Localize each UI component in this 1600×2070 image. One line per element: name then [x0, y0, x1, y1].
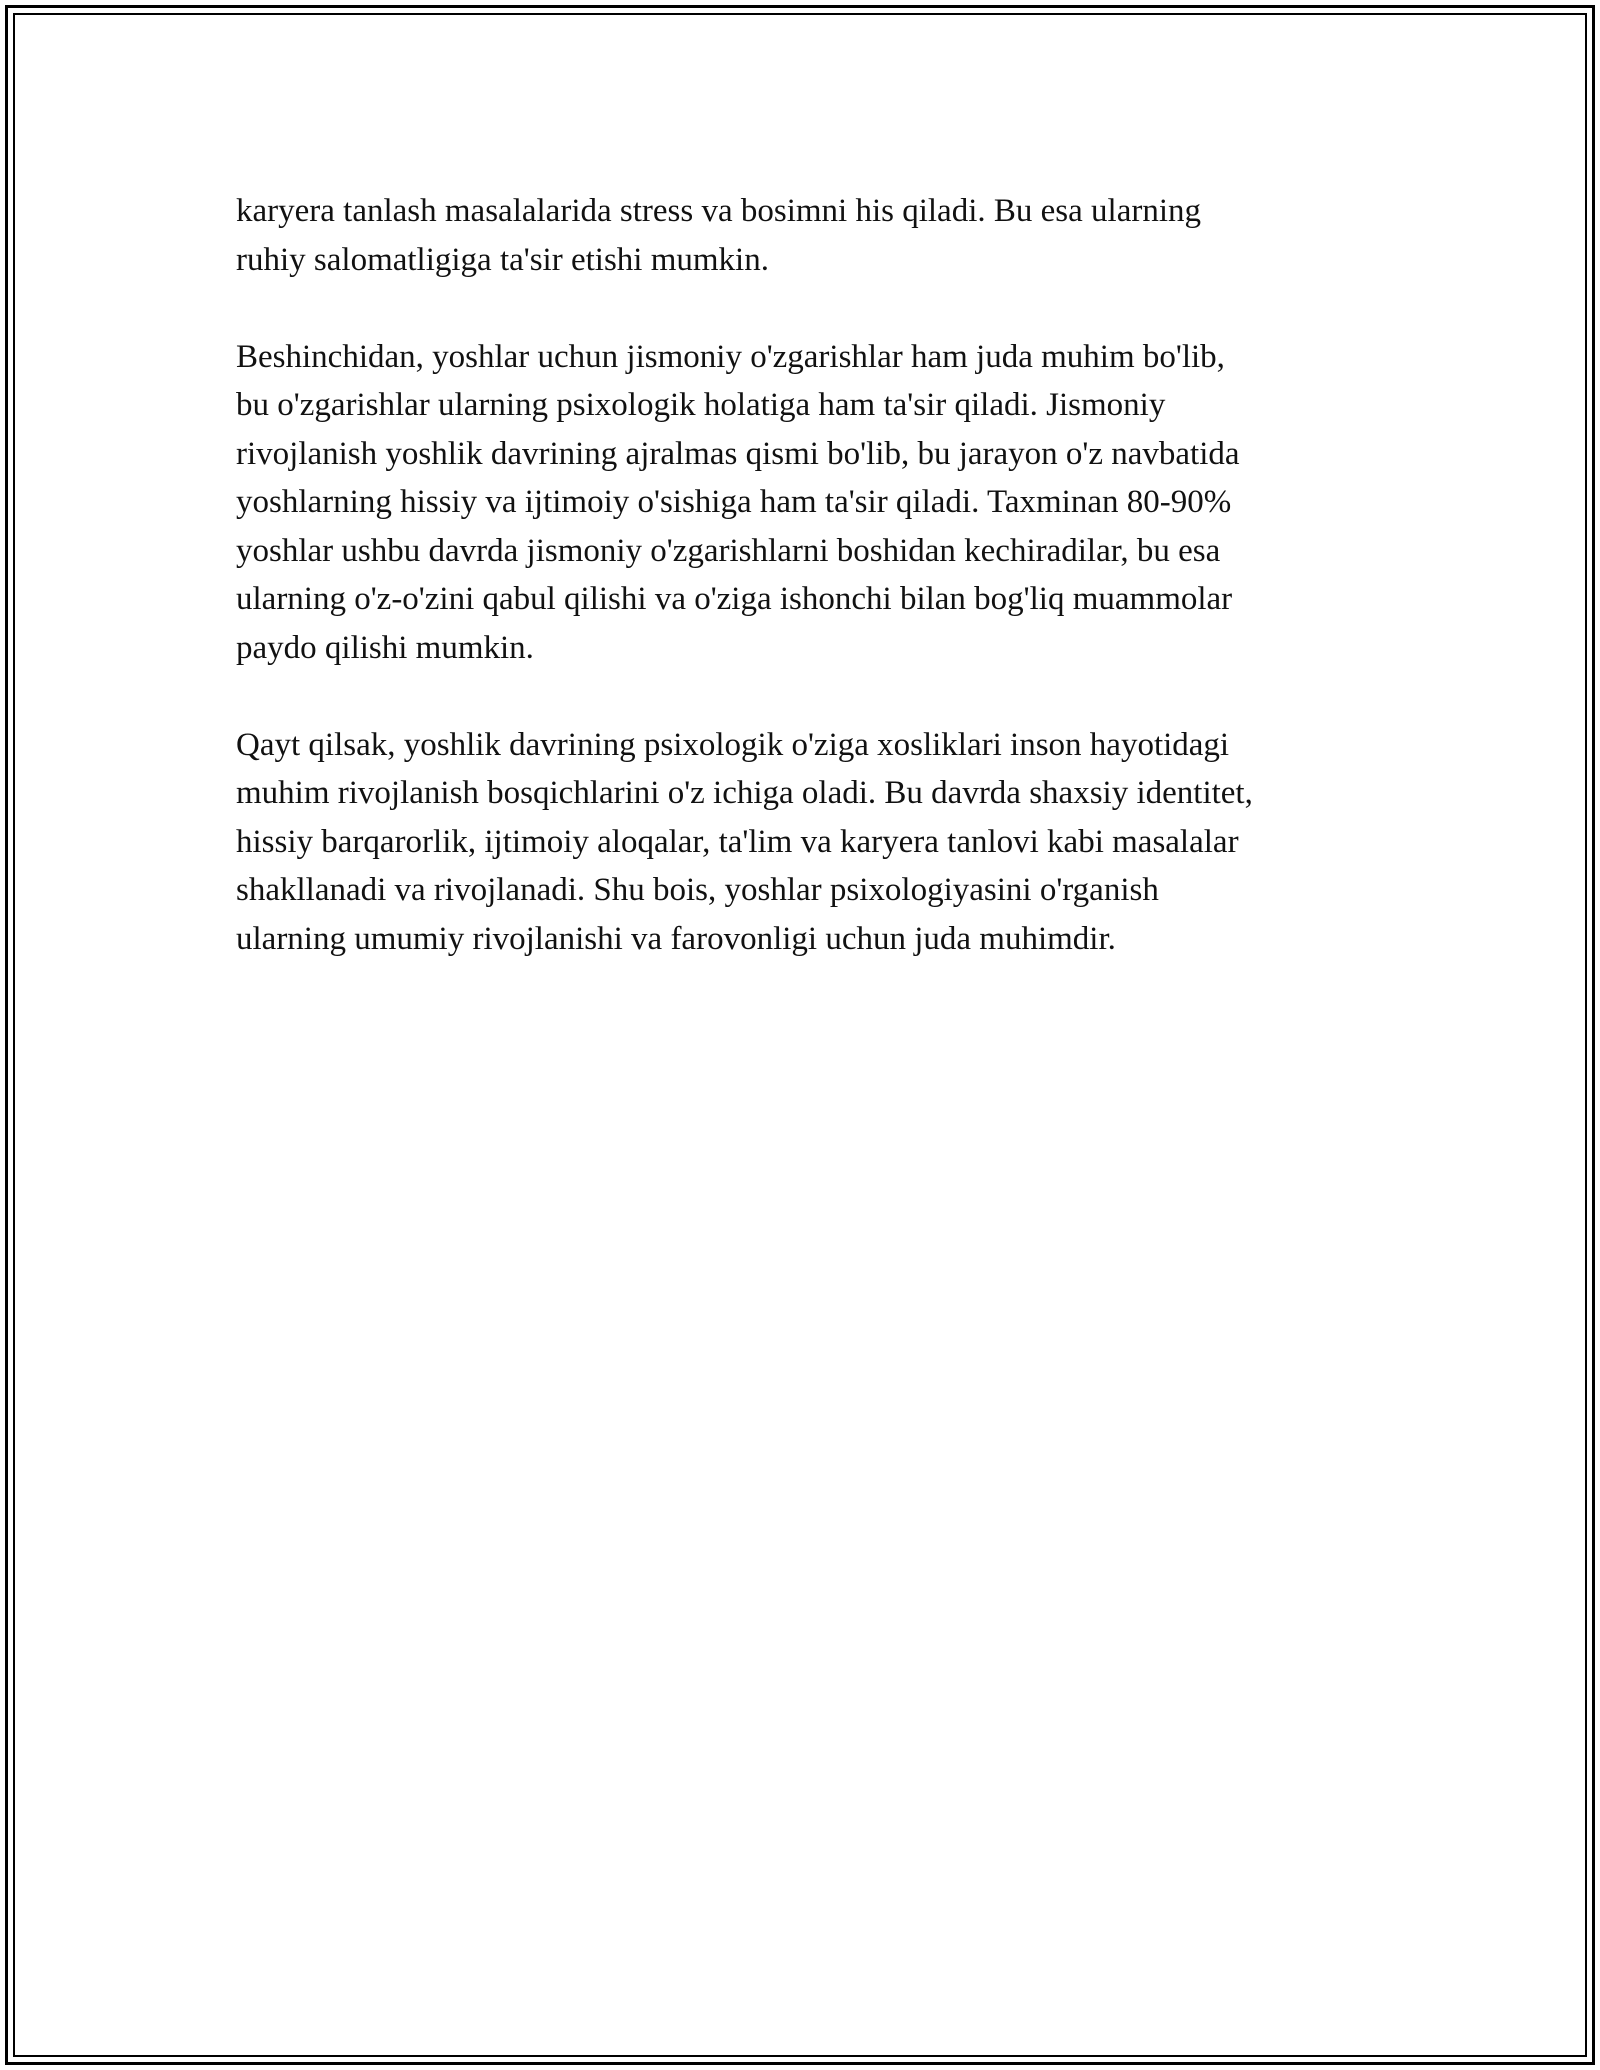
paragraph-conclusion: Qayt qilsak, yoshlik davrining psixologik o'ziga xosliklari inson hayotidagi muhim rivojlanish bosqichlarini o'z ichiga oladi. Bu davrda shaxsiy identitet, hissiy barqarorlik, ijtimoiy aloqalar, ta'lim va karyera tanlovi kabi masalalar shakllanadi va rivojlanadi. Shu bois, yoshlar psixologiyasini o'rganish ularning umumiy rivojlanishi va farovonligi uchun juda muhimdir.	[236, 726, 1253, 957]
paragraph-physical-changes: Beshinchidan, yoshlar uchun jismoniy o'zgarishlar ham juda muhim bo'lib, bu o'zgarishlar ularning psixologik holatiga ham ta'sir qiladi. Jismoniy rivojlanish yoshlik davrining ajralmas qismi bo'lib, bu jarayon o'z navbatida yoshlarning hissiy va ijtimoiy o'sishiga ham ta'sir qiladi. Taxminan 80-90% yoshlar ushbu davrda jismoniy o'zgarishlarni boshidan kechiradilar, bu esa ularning o'z-o'zini qabul qilishi va o'ziga ishonchi bilan bog'liq muammolar paydo qilishi mumkin.	[236, 338, 1240, 666]
paragraph-continuation: karyera tanlash masalalarida stress va bosimni his qiladi. Bu esa ularning ruhiy salomatligiga ta'sir etishi mumkin.	[236, 193, 1201, 278]
document-body	[236, 187, 1376, 1012]
